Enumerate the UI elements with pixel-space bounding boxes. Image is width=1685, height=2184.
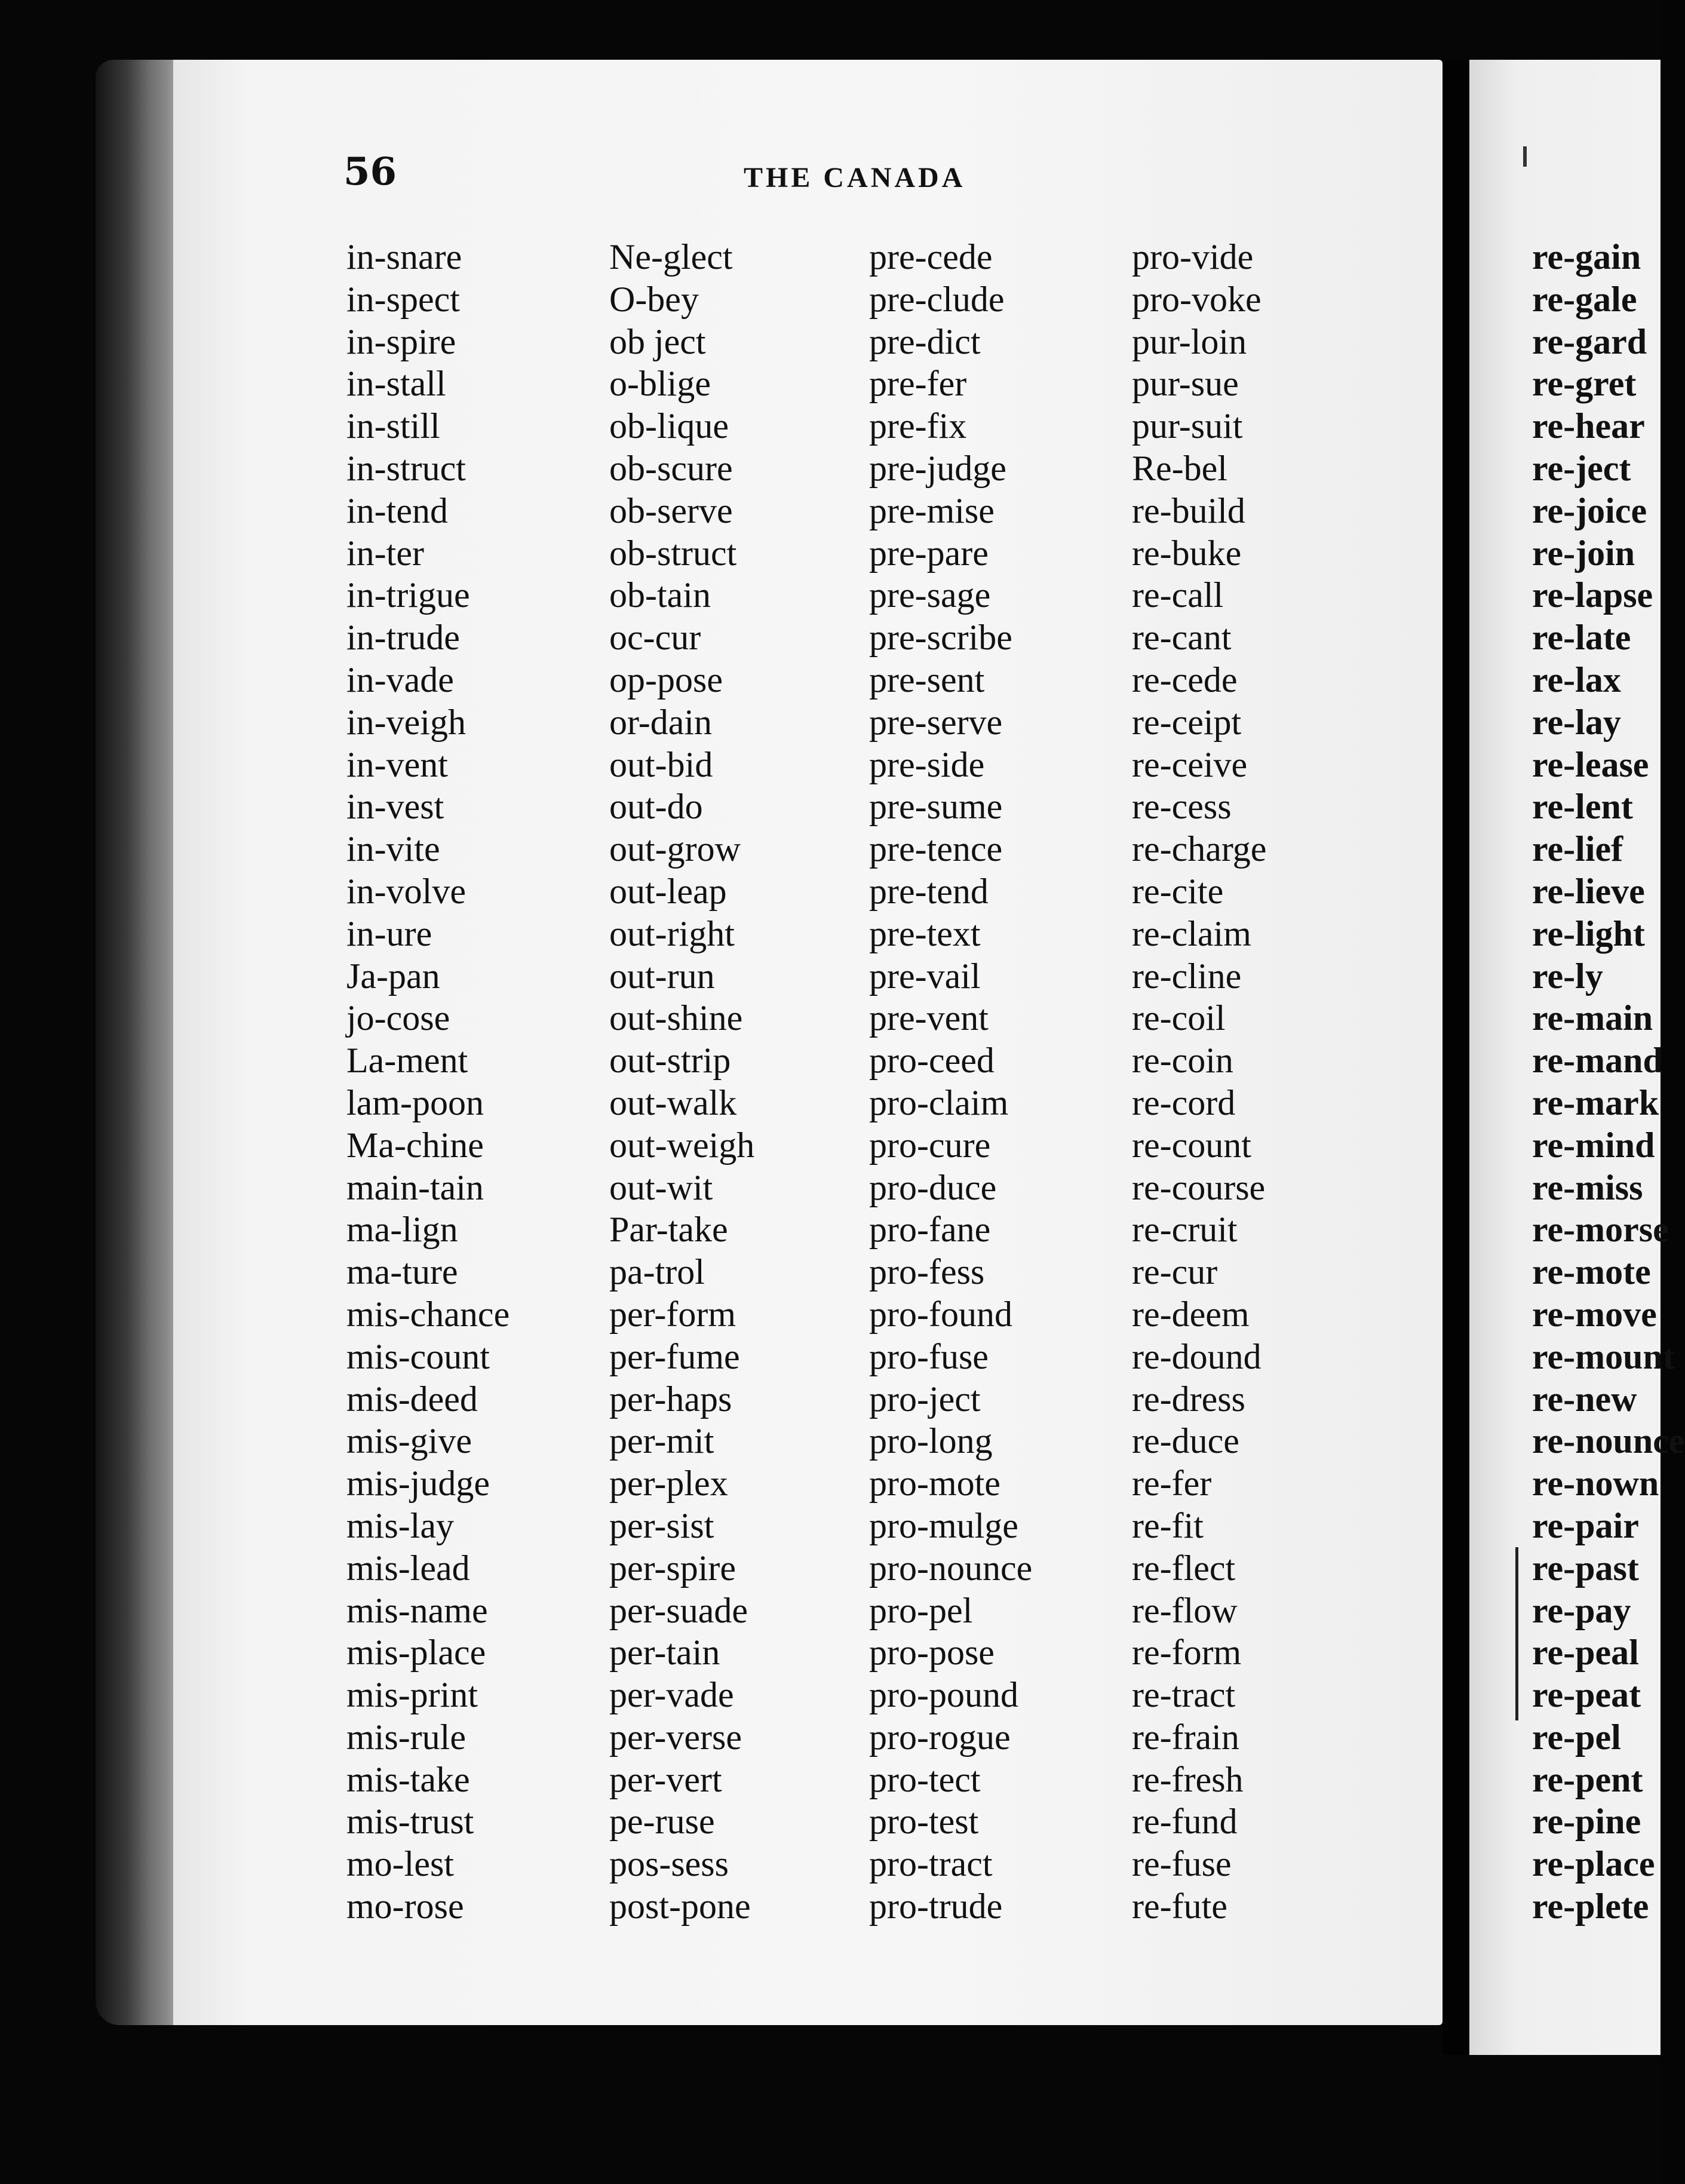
word-entry: re-lapse: [1532, 575, 1653, 615]
word-entry: o-blige: [609, 364, 711, 404]
word-entry: op-pose: [609, 660, 723, 700]
word-entry: re-cline: [1132, 956, 1242, 996]
word-entry: pre-vail: [869, 956, 981, 996]
word-entry: out-wit: [609, 1167, 713, 1207]
margin-bracket-mark: [1515, 1547, 1518, 1720]
word-entry: re-hear: [1532, 406, 1645, 446]
word-entry: re-main: [1532, 998, 1653, 1038]
word-entry: per-mit: [609, 1421, 714, 1461]
word-entry: in-spire: [346, 321, 456, 361]
word-entry: pre-tence: [869, 829, 1003, 869]
word-entry: in-trigue: [346, 575, 470, 615]
word-entry: pro-claim: [869, 1082, 1009, 1122]
word-entry: re-lay: [1532, 702, 1621, 742]
word-entry: O-bey: [609, 279, 699, 319]
word-entry: pro-duce: [869, 1167, 997, 1207]
word-entry: pre-scribe: [869, 618, 1012, 658]
word-entry: La-ment: [346, 1041, 468, 1081]
word-entry: oc-cur: [609, 618, 701, 658]
word-entry: re-cur: [1132, 1252, 1218, 1292]
word-entry: re-flect: [1132, 1548, 1236, 1588]
word-entry: ob-struct: [609, 533, 737, 573]
word-entry: pro-vide: [1132, 237, 1254, 277]
word-entry: main-tain: [346, 1167, 484, 1207]
word-entry: pre-judge: [869, 448, 1006, 488]
word-entry: pre-fer: [869, 364, 967, 404]
word-entry: per-verse: [609, 1717, 742, 1757]
word-entry: per-plex: [609, 1464, 728, 1504]
word-entry: re-lief: [1532, 829, 1623, 869]
word-entry: re-ceive: [1132, 744, 1248, 784]
word-entry: pro-mote: [869, 1464, 1000, 1504]
word-entry: re-place: [1532, 1844, 1655, 1884]
word-entry: re-dound: [1132, 1336, 1262, 1376]
word-entry: in-struct: [346, 448, 466, 488]
word-entry: mis-count: [346, 1336, 490, 1376]
word-entry: re-dress: [1132, 1379, 1245, 1419]
word-entry: re-cord: [1132, 1082, 1236, 1122]
word-entry: re-flow: [1132, 1590, 1238, 1630]
word-entry: ma-lign: [346, 1210, 458, 1250]
word-entry: re-peat: [1532, 1675, 1641, 1715]
word-entry: ob ject: [609, 321, 706, 361]
word-entry: in-ure: [346, 913, 432, 953]
word-entry: mis-lead: [346, 1548, 470, 1588]
word-entry: re-joice: [1532, 490, 1647, 530]
word-entry: re-charge: [1132, 829, 1267, 869]
word-entry: re-move: [1532, 1294, 1657, 1334]
word-entry: re-pel: [1532, 1717, 1621, 1757]
word-entry: re-mand: [1532, 1041, 1663, 1081]
word-entry: pre-mise: [869, 490, 995, 530]
word-entry: re-fute: [1132, 1887, 1227, 1927]
word-entry: re-coin: [1132, 1041, 1233, 1081]
word-entry: pro-ject: [869, 1379, 981, 1419]
word-entry: re-pay: [1532, 1590, 1631, 1630]
word-entry: pa-trol: [609, 1252, 705, 1292]
word-entry: re-frain: [1132, 1717, 1239, 1757]
word-entry: pro-long: [869, 1421, 993, 1461]
word-entry: re-morse: [1532, 1210, 1669, 1250]
word-entry: re-claim: [1132, 913, 1251, 953]
word-entry: re-gret: [1532, 364, 1637, 404]
word-entry: pro-mulge: [869, 1505, 1018, 1545]
word-entry: pro-pose: [869, 1633, 995, 1673]
word-entry: re-cite: [1132, 871, 1224, 911]
book-gutter: [1442, 60, 1469, 2055]
word-entry: re-gale: [1532, 279, 1637, 319]
word-entry: lam-poon: [346, 1082, 484, 1122]
word-entry: out-weigh: [609, 1125, 755, 1165]
word-entry: re-lieve: [1532, 871, 1645, 911]
word-entry: re-mind: [1532, 1125, 1655, 1165]
word-entry: out-shine: [609, 998, 743, 1038]
word-entry: re-plete: [1532, 1887, 1649, 1927]
word-entry: re-fit: [1132, 1505, 1204, 1545]
word-entry: re-lax: [1532, 660, 1621, 700]
word-entry: mis-judge: [346, 1464, 490, 1504]
word-entry: re-peal: [1532, 1633, 1639, 1673]
word-column-2: [609, 236, 754, 1928]
word-entry: in-vest: [346, 787, 444, 827]
word-entry: ob-scure: [609, 448, 733, 488]
word-entry: re-buke: [1132, 533, 1242, 573]
word-entry: re-join: [1532, 533, 1635, 573]
word-entry: pro-pel: [869, 1590, 973, 1630]
word-entry: out-bid: [609, 744, 713, 784]
word-entry: pre-dict: [869, 321, 981, 361]
word-entry: in-still: [346, 406, 440, 446]
word-entry: per-haps: [609, 1379, 732, 1419]
word-entry: per-tain: [609, 1633, 720, 1673]
word-entry: in-volve: [346, 871, 466, 911]
word-entry: Ja-pan: [346, 956, 440, 996]
word-entry: re-duce: [1132, 1421, 1239, 1461]
word-entry: mo-rose: [346, 1887, 464, 1927]
word-column-4: [1132, 236, 1266, 1928]
word-entry: ob-serve: [609, 490, 733, 530]
word-entry: re-tract: [1132, 1675, 1236, 1715]
word-entry: pro-tect: [869, 1759, 981, 1799]
word-entry: mis-chance: [346, 1294, 510, 1334]
word-entry: out-do: [609, 787, 703, 827]
word-entry: pre-sume: [869, 787, 1003, 827]
word-entry: per-suade: [609, 1590, 748, 1630]
word-entry: re-coil: [1132, 998, 1226, 1038]
word-entry: in-veigh: [346, 702, 466, 742]
word-entry: pro-found: [869, 1294, 1012, 1334]
word-column-1: [346, 236, 510, 1928]
word-entry: pro-ceed: [869, 1041, 995, 1081]
word-entry: out-right: [609, 913, 735, 953]
word-entry: pre-cede: [869, 237, 993, 277]
word-entry: per-fume: [609, 1336, 740, 1376]
word-entry: re-form: [1132, 1633, 1242, 1673]
word-entry: mis-name: [346, 1590, 488, 1630]
word-entry: jo-cose: [346, 998, 450, 1038]
word-entry: pre-pare: [869, 533, 989, 573]
word-entry: mo-lest: [346, 1844, 454, 1884]
word-entry: pre-sent: [869, 660, 985, 700]
word-entry: Ma-chine: [346, 1125, 484, 1165]
word-entry: mis-lay: [346, 1505, 454, 1545]
word-entry: re-cess: [1132, 787, 1232, 827]
word-entry: pre-fix: [869, 406, 967, 446]
word-entry: in-vent: [346, 744, 448, 784]
word-entry: per-vert: [609, 1759, 722, 1799]
word-entry: re-pair: [1532, 1505, 1639, 1545]
word-entry: re-mount: [1532, 1336, 1675, 1376]
word-entry: pur-sue: [1132, 364, 1239, 404]
word-entry: pe-ruse: [609, 1802, 715, 1842]
word-entry: ob-tain: [609, 575, 711, 615]
word-entry: re-past: [1532, 1548, 1639, 1588]
word-entry: out-strip: [609, 1041, 731, 1081]
word-entry: out-walk: [609, 1082, 737, 1122]
word-entry: pro-tract: [869, 1844, 993, 1884]
word-entry: pro-fuse: [869, 1336, 989, 1376]
book-page-edge: [96, 60, 185, 2025]
word-entry: or-dain: [609, 702, 713, 742]
word-entry: re-ceipt: [1132, 702, 1242, 742]
running-title: THE CANADA: [744, 162, 966, 194]
word-entry: re-pent: [1532, 1759, 1643, 1799]
word-entry: ob-lique: [609, 406, 729, 446]
word-entry: out-run: [609, 956, 715, 996]
word-entry: in-tend: [346, 490, 448, 530]
word-entry: pro-test: [869, 1802, 979, 1842]
word-entry: re-gain: [1532, 237, 1641, 277]
word-entry: re-nounce: [1532, 1421, 1685, 1461]
word-entry: pos-sess: [609, 1844, 729, 1884]
word-entry: in-ter: [346, 533, 424, 573]
word-entry: pro-nounce: [869, 1548, 1033, 1588]
word-entry: re-cede: [1132, 660, 1238, 700]
word-entry: pro-fess: [869, 1252, 985, 1292]
word-entry: re-fuse: [1132, 1844, 1232, 1884]
word-entry: re-late: [1532, 618, 1631, 658]
word-entry: re-new: [1532, 1379, 1637, 1419]
word-entry: mis-print: [346, 1675, 478, 1715]
word-entry: pro-fane: [869, 1210, 991, 1250]
word-entry: re-lease: [1532, 744, 1649, 784]
word-entry: pur-suit: [1132, 406, 1243, 446]
word-entry: pro-cure: [869, 1125, 991, 1165]
word-entry: pre-vent: [869, 998, 989, 1038]
word-entry: per-vade: [609, 1675, 734, 1715]
word-entry: re-fer: [1132, 1464, 1212, 1504]
word-entry: in-stall: [346, 364, 446, 404]
word-entry: pro-pound: [869, 1675, 1018, 1715]
word-entry: re-ly: [1532, 956, 1603, 996]
word-entry: pro-voke: [1132, 279, 1262, 319]
word-entry: mis-trust: [346, 1802, 474, 1842]
word-entry: pre-sage: [869, 575, 991, 615]
word-entry: re-gard: [1532, 321, 1647, 361]
word-entry: pre-text: [869, 913, 981, 953]
word-entry: in-snare: [346, 237, 462, 277]
word-entry: Re-bel: [1132, 448, 1227, 488]
word-entry: in-vade: [346, 660, 454, 700]
word-entry: pur-loin: [1132, 321, 1247, 361]
word-entry: post-pone: [609, 1887, 751, 1927]
word-entry: pro-trude: [869, 1887, 1003, 1927]
word-entry: pre-tend: [869, 871, 989, 911]
word-entry: re-deem: [1132, 1294, 1250, 1334]
word-entry: re-fund: [1132, 1802, 1238, 1842]
word-entry: re-course: [1132, 1167, 1266, 1207]
word-entry: Par-take: [609, 1210, 728, 1250]
word-entry: mis-deed: [346, 1379, 478, 1419]
word-entry: per-sist: [609, 1505, 714, 1545]
word-entry: re-mote: [1532, 1252, 1651, 1292]
word-entry: re-miss: [1532, 1167, 1643, 1207]
word-entry: in-spect: [346, 279, 460, 319]
word-entry: re-cruit: [1132, 1210, 1238, 1250]
word-entry: re-nown: [1532, 1464, 1659, 1504]
word-entry: pre-clude: [869, 279, 1005, 319]
facing-page-word-column: [1532, 236, 1685, 1928]
word-entry: pro-rogue: [869, 1717, 1011, 1757]
word-entry: re-mark: [1532, 1082, 1659, 1122]
word-entry: re-lent: [1532, 787, 1633, 827]
word-entry: re-light: [1532, 913, 1645, 953]
word-entry: re-count: [1132, 1125, 1251, 1165]
word-entry: re-pine: [1532, 1802, 1641, 1842]
word-entry: in-trude: [346, 618, 460, 658]
word-entry: re-build: [1132, 490, 1245, 530]
word-entry: mis-rule: [346, 1717, 466, 1757]
word-entry: re-call: [1132, 575, 1224, 615]
word-column-3: [869, 236, 1032, 1928]
page-number: 56: [343, 149, 397, 194]
word-entry: out-leap: [609, 871, 727, 911]
word-entry: re-fresh: [1132, 1759, 1244, 1799]
word-entry: mis-place: [346, 1633, 486, 1673]
word-entry: pre-side: [869, 744, 985, 784]
word-entry: per-form: [609, 1294, 736, 1334]
word-entry: pre-serve: [869, 702, 1003, 742]
word-entry: mis-take: [346, 1759, 470, 1799]
word-entry: out-grow: [609, 829, 741, 869]
margin-tick-mark: [1523, 146, 1527, 167]
word-entry: mis-give: [346, 1421, 472, 1461]
word-entry: Ne-glect: [609, 237, 733, 277]
word-entry: re-ject: [1532, 448, 1631, 488]
word-entry: ma-ture: [346, 1252, 458, 1292]
word-entry: per-spire: [609, 1548, 736, 1588]
word-entry: re-cant: [1132, 618, 1232, 658]
word-entry: in-vite: [346, 829, 440, 869]
